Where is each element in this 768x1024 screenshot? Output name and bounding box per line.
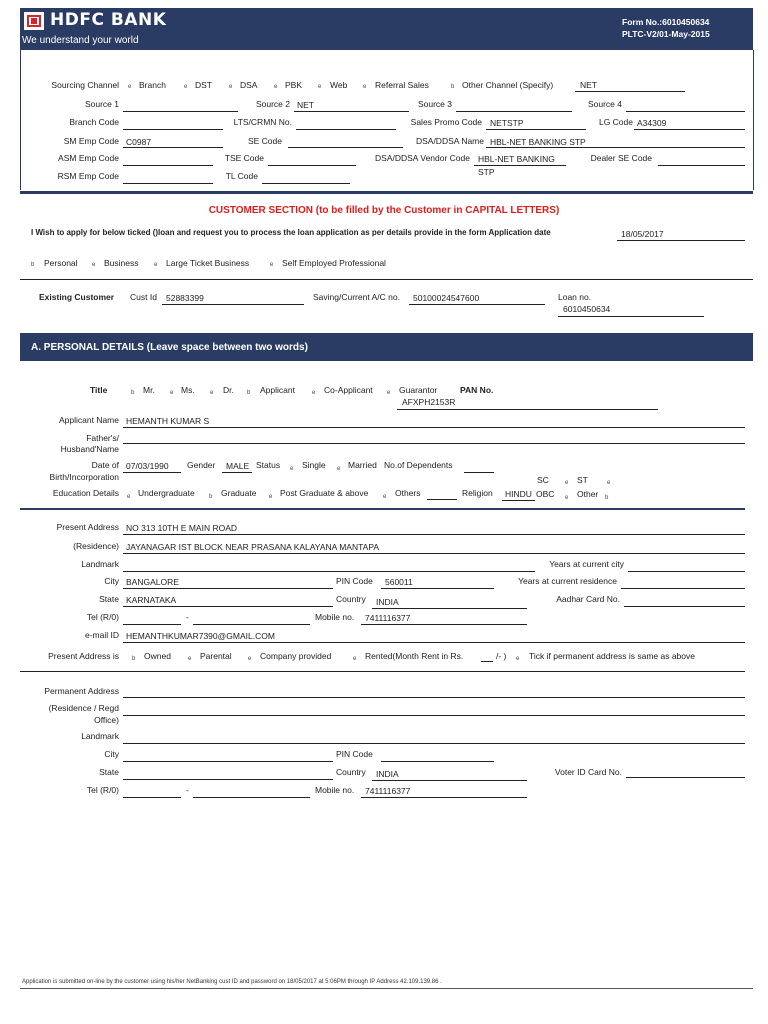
dsa-name-label: DSA/DDSA Name [415, 136, 484, 146]
perm-landmark-field[interactable] [123, 743, 745, 744]
sourcing-channel-label: Sourcing Channel [51, 80, 119, 90]
present-address-field-1[interactable] [123, 534, 745, 535]
footer-note: Application is submitted on-line by the customer using his/her NetBanking cust ID and password on 18/05/2017 at 5:06PM through IP Address 42.109.139.86 . [22, 979, 442, 985]
checkbox-co-applicant[interactable]: e [312, 390, 316, 396]
country-label: Country [336, 594, 366, 604]
dsa-vendor-field[interactable] [474, 165, 566, 166]
sales-promo-value: NETSTP [490, 118, 524, 128]
father-label-1: Father's/ [86, 433, 119, 443]
checkbox-referral[interactable]: e [363, 84, 367, 90]
header-band [20, 8, 753, 50]
tel-dash: - [186, 612, 189, 622]
dealer-se-field[interactable] [658, 165, 745, 166]
rent-field[interactable] [481, 661, 493, 662]
branch-code-label: Branch Code [69, 117, 119, 127]
checkbox-dr[interactable]: e [210, 390, 214, 396]
city-field[interactable] [123, 588, 333, 589]
loan-no-value: 6010450634 [563, 304, 611, 314]
dsa-vendor-label: DSA/DDSA Vendor Code [375, 153, 470, 163]
lts-field[interactable] [296, 129, 396, 130]
perm-state-field[interactable] [123, 779, 333, 780]
gender-label: Gender [187, 460, 216, 470]
landmark-field[interactable] [123, 571, 535, 572]
checkbox-company-provided[interactable]: e [248, 656, 252, 662]
tel-std-field[interactable] [123, 624, 181, 625]
checkbox-guarantor[interactable]: e [387, 390, 391, 396]
gender-field[interactable] [222, 472, 252, 473]
status-label: Status [256, 460, 281, 470]
same-address-label: Tick if permanent address is same as above [529, 651, 695, 661]
checkbox-business[interactable]: e [92, 262, 96, 268]
perm-pin-field[interactable] [381, 761, 494, 762]
present-address-field-2[interactable] [123, 553, 745, 554]
checkbox-web[interactable]: e [318, 84, 322, 90]
checkbox-large-ticket[interactable]: e [154, 262, 158, 268]
checkbox-undergraduate[interactable]: e [127, 494, 131, 500]
branch-code-field[interactable] [123, 129, 223, 130]
applicant-name-label: Applicant Name [58, 415, 119, 425]
other-channel-line [575, 91, 685, 92]
checkbox-branch[interactable]: e [128, 84, 132, 90]
residence-label: (Residence) [73, 541, 119, 551]
personal-divider [20, 508, 745, 510]
checkbox-applicant[interactable]: b [247, 390, 251, 396]
dsa-name-value: HBL-NET BANKING STP [490, 137, 586, 147]
perm-residence-label-1: (Residence / Regd [48, 703, 119, 713]
customer-divider [20, 279, 753, 280]
perm-landmark-label: Landmark [81, 731, 119, 741]
edu-post-graduate: Post Graduate & above [280, 488, 369, 498]
pin-value: 560011 [385, 577, 413, 587]
country-field[interactable] [372, 608, 527, 609]
checkbox-owned[interactable]: b [132, 656, 136, 662]
sales-promo-label: Sales Promo Code [410, 117, 482, 127]
permanent-address-field-2[interactable] [123, 715, 745, 716]
title-label: Title [90, 385, 108, 395]
mobile-value: 7411116377 [365, 613, 411, 623]
checkbox-other-category[interactable]: b [605, 495, 609, 501]
mobile-field[interactable] [361, 624, 527, 625]
tel-label: Tel (R/0) [86, 612, 119, 622]
dependents-field[interactable] [464, 472, 494, 473]
checkbox-parental[interactable]: e [188, 656, 192, 662]
email-label: e-mail ID [84, 630, 119, 640]
loan-type-large-ticket: Large Ticket Business [166, 258, 250, 268]
perm-tel-label: Tel (R/0) [86, 785, 119, 795]
state-label: State [99, 594, 119, 604]
perm-country-field[interactable] [372, 780, 527, 781]
checkbox-dst[interactable]: e [184, 84, 188, 90]
source3-label: Source 3 [417, 99, 452, 109]
checkbox-mr[interactable]: b [131, 390, 135, 396]
checkbox-personal[interactable]: b [31, 262, 35, 268]
frame-right [753, 50, 754, 190]
applicant-name-value: HEMANTH KUMAR S [126, 416, 210, 426]
cust-id-field[interactable] [162, 304, 304, 305]
perm-state-label: State [99, 767, 119, 777]
perm-residence-label-2: Office) [94, 715, 119, 725]
perm-mobile-label: Mobile no. [315, 785, 355, 795]
state-value: KARNATAKA [126, 595, 177, 605]
checkbox-self-employed[interactable]: e [270, 262, 274, 268]
perm-city-field[interactable] [123, 761, 333, 762]
application-date: 18/05/2017 [621, 229, 664, 239]
gender-value: MALE [226, 461, 250, 471]
pin-field[interactable] [381, 588, 494, 589]
aadhar-label: Aadhar Card No. [556, 594, 620, 604]
checkbox-post-graduate[interactable]: e [269, 494, 273, 500]
checkbox-ms[interactable]: e [170, 390, 174, 396]
email-field[interactable] [123, 642, 745, 643]
checkbox-single[interactable]: e [290, 466, 294, 472]
dob-label-1: Date of [91, 460, 119, 470]
loan-type-personal: Personal [44, 258, 78, 268]
pin-label: PIN Code [336, 576, 373, 586]
perm-country-value: INDIA [376, 769, 399, 779]
option-referral: Referral Sales [375, 80, 429, 90]
present-address-line1: NO 313 10TH E MAIN ROAD [126, 523, 238, 533]
saving-ac-value: 50100024547600 [413, 293, 480, 303]
sm-emp-field[interactable] [123, 147, 223, 148]
checkbox-pbk[interactable]: e [274, 84, 278, 90]
checkbox-obc[interactable]: e [565, 495, 569, 501]
lg-code-value: A34309 [637, 118, 667, 128]
pan-value: AFXPH2153R [402, 397, 456, 407]
years-residence-field[interactable] [621, 588, 745, 589]
education-label: Education Details [52, 488, 119, 498]
tse-code-label: TSE Code [224, 153, 264, 163]
aadhar-field[interactable] [624, 606, 745, 607]
edu-graduate: Graduate [221, 488, 257, 498]
dsa-vendor-value-2: STP [478, 167, 495, 177]
years-city-field[interactable] [628, 571, 745, 572]
tse-code-field[interactable] [268, 165, 356, 166]
tl-code-field[interactable] [262, 183, 350, 184]
state-field[interactable] [123, 606, 333, 607]
title-ms: Ms. [181, 385, 195, 395]
wish-text: I Wish to apply for below ticked ()loan and request you to process the loan application as per details provide in the form Application date [31, 228, 551, 237]
perm-pin-label: PIN Code [336, 749, 373, 759]
other-channel-value: NET [580, 80, 597, 90]
address-owned: Owned [144, 651, 171, 661]
dob-label-2: Birth/Incorporation [49, 472, 119, 482]
saving-ac-field[interactable] [409, 304, 545, 305]
loan-type-business: Business [104, 258, 139, 268]
option-web: Web [330, 80, 348, 90]
rsm-emp-label: RSM Emp Code [57, 171, 119, 181]
checkbox-graduate[interactable]: b [209, 494, 213, 500]
voter-id-field[interactable] [626, 777, 745, 778]
permanent-address-label: Permanent Address [44, 686, 119, 696]
religion-field[interactable] [502, 500, 535, 501]
dealer-se-label: Dealer SE Code [590, 153, 652, 163]
option-dsa: DSA [240, 80, 258, 90]
tel-number-field[interactable] [193, 624, 310, 625]
perm-country-label: Country [336, 767, 366, 777]
dob-value: 07/03/1990 [126, 461, 169, 471]
other-category-label: Other [577, 489, 599, 499]
asm-emp-field[interactable] [123, 165, 213, 166]
footer-rule [20, 988, 753, 989]
religion-value: HINDU [505, 489, 532, 499]
address-rented: Rented(Month Rent in Rs. [365, 651, 464, 661]
customer-section-heading: CUSTOMER SECTION (to be filled by the Customer in CAPITAL LETTERS) [208, 205, 560, 216]
se-code-field[interactable] [288, 147, 403, 148]
asm-emp-label: ASM Emp Code [58, 153, 119, 163]
source1-label: Source 1 [84, 99, 119, 109]
email-value: HEMANTHKUMAR7390@GMAIL.COM [126, 631, 275, 641]
section-divider [20, 191, 753, 194]
perm-tel-std-field[interactable] [123, 797, 181, 798]
checkbox-rented[interactable]: e [353, 656, 357, 662]
sc-label: SC [537, 475, 549, 485]
tl-code-label: TL Code [225, 171, 258, 181]
saving-ac-label: Saving/Current A/C no. [313, 292, 400, 302]
checkbox-other-channel[interactable]: b [451, 84, 455, 90]
personal-details-heading: A. PERSONAL DETAILS (Leave space between two words) [20, 333, 753, 361]
edu-others-field[interactable] [427, 499, 457, 500]
edu-others: Others [395, 488, 421, 498]
voter-id-label: Voter ID Card No. [554, 767, 622, 777]
title-mr: Mr. [143, 385, 155, 395]
source3-field[interactable] [456, 111, 572, 112]
perm-mobile-field[interactable] [361, 797, 527, 798]
years-city-label: Years at current city [549, 559, 624, 569]
loan-no-field[interactable] [558, 316, 704, 317]
loan-no-label: Loan no. [558, 292, 592, 302]
cust-id-label: Cust Id [130, 292, 157, 302]
checkbox-dsa[interactable]: e [229, 84, 233, 90]
lts-label: LTS/CRMN No. [233, 117, 292, 127]
cust-id-value: 52883399 [166, 293, 204, 303]
permanent-address-field-1[interactable] [123, 697, 745, 698]
pan-label: PAN No. [460, 385, 494, 395]
role-co-applicant: Co-Applicant [324, 385, 373, 395]
landmark-label: Landmark [81, 559, 119, 569]
dsa-name-field[interactable] [486, 147, 745, 148]
bank-tagline: We understand your world [22, 35, 139, 46]
sales-promo-field[interactable] [486, 129, 586, 130]
sm-emp-label: SM Emp Code [63, 136, 119, 146]
pan-field[interactable] [397, 409, 658, 410]
existing-customer-label: Existing Customer [39, 292, 115, 302]
dob-field[interactable] [123, 472, 181, 473]
present-address-is-label: Present Address is [48, 651, 119, 661]
status-married: Married [348, 460, 377, 470]
perm-tel-dash: - [186, 785, 189, 795]
father-name-field[interactable] [123, 443, 745, 444]
applicant-name-field[interactable] [123, 427, 745, 428]
role-applicant: Applicant [260, 385, 295, 395]
checkbox-st[interactable]: e [607, 480, 611, 486]
option-other-channel: Other Channel (Specify) [462, 80, 554, 90]
present-address-line2: JAYANAGAR IST BLOCK NEAR PRASANA KALAYANA MANTAPA [126, 542, 380, 552]
present-address-label: Present Address [56, 522, 119, 532]
st-label: ST [577, 475, 588, 485]
loan-type-self-employed: Self Employed Professional [282, 258, 386, 268]
checkbox-married[interactable]: e [337, 466, 341, 472]
dsa-vendor-value: HBL-NET BANKING [478, 154, 555, 164]
perm-city-label: City [104, 749, 119, 759]
form-number: Form No.:6010450634 PLTC-V2/01-May-2015 [622, 17, 710, 39]
address-company-provided: Company provided [260, 651, 332, 661]
application-date-field[interactable] [617, 240, 745, 241]
source2-value: NET [297, 100, 314, 110]
address-parental: Parental [200, 651, 232, 661]
perm-tel-number-field[interactable] [193, 797, 310, 798]
lg-code-label: LG Code [598, 117, 633, 127]
lg-code-field[interactable] [634, 129, 745, 130]
source4-field[interactable] [626, 111, 745, 112]
status-single: Single [302, 460, 326, 470]
option-dst: DST [195, 80, 212, 90]
edu-undergraduate: Undergraduate [138, 488, 195, 498]
se-code-label: SE Code [247, 136, 282, 146]
checkbox-same-address[interactable]: e [516, 656, 520, 662]
option-branch: Branch [139, 80, 166, 90]
source2-label: Source 2 [255, 99, 290, 109]
title-dr: Dr. [223, 385, 234, 395]
option-pbk: PBK [285, 80, 303, 90]
role-guarantor: Guarantor [399, 385, 438, 395]
mobile-label: Mobile no. [315, 612, 355, 622]
years-residence-label: Years at current residence [518, 576, 617, 586]
obc-label: OBC [536, 489, 555, 499]
address-divider [20, 671, 745, 672]
dependents-label: No.of Dependents [384, 460, 453, 470]
bank-name: HDFC BANK [50, 10, 167, 30]
city-value: BANGALORE [126, 577, 179, 587]
rsm-emp-field[interactable] [123, 183, 213, 184]
city-label: City [104, 576, 119, 586]
rent-suffix: /- ) [496, 651, 507, 661]
country-value: INDIA [376, 597, 399, 607]
religion-label: Religion [462, 488, 493, 498]
source4-label: Source 4 [587, 99, 622, 109]
source1-field[interactable] [123, 111, 238, 112]
sm-emp-value: C0987 [126, 137, 152, 147]
perm-mobile-value: 7411116377 [365, 786, 411, 796]
source2-field[interactable] [294, 111, 409, 112]
father-label-2: Husband'Name [60, 444, 119, 454]
hdfc-logo-icon [24, 12, 44, 30]
checkbox-sc[interactable]: e [565, 480, 569, 486]
checkbox-others[interactable]: e [383, 494, 387, 500]
